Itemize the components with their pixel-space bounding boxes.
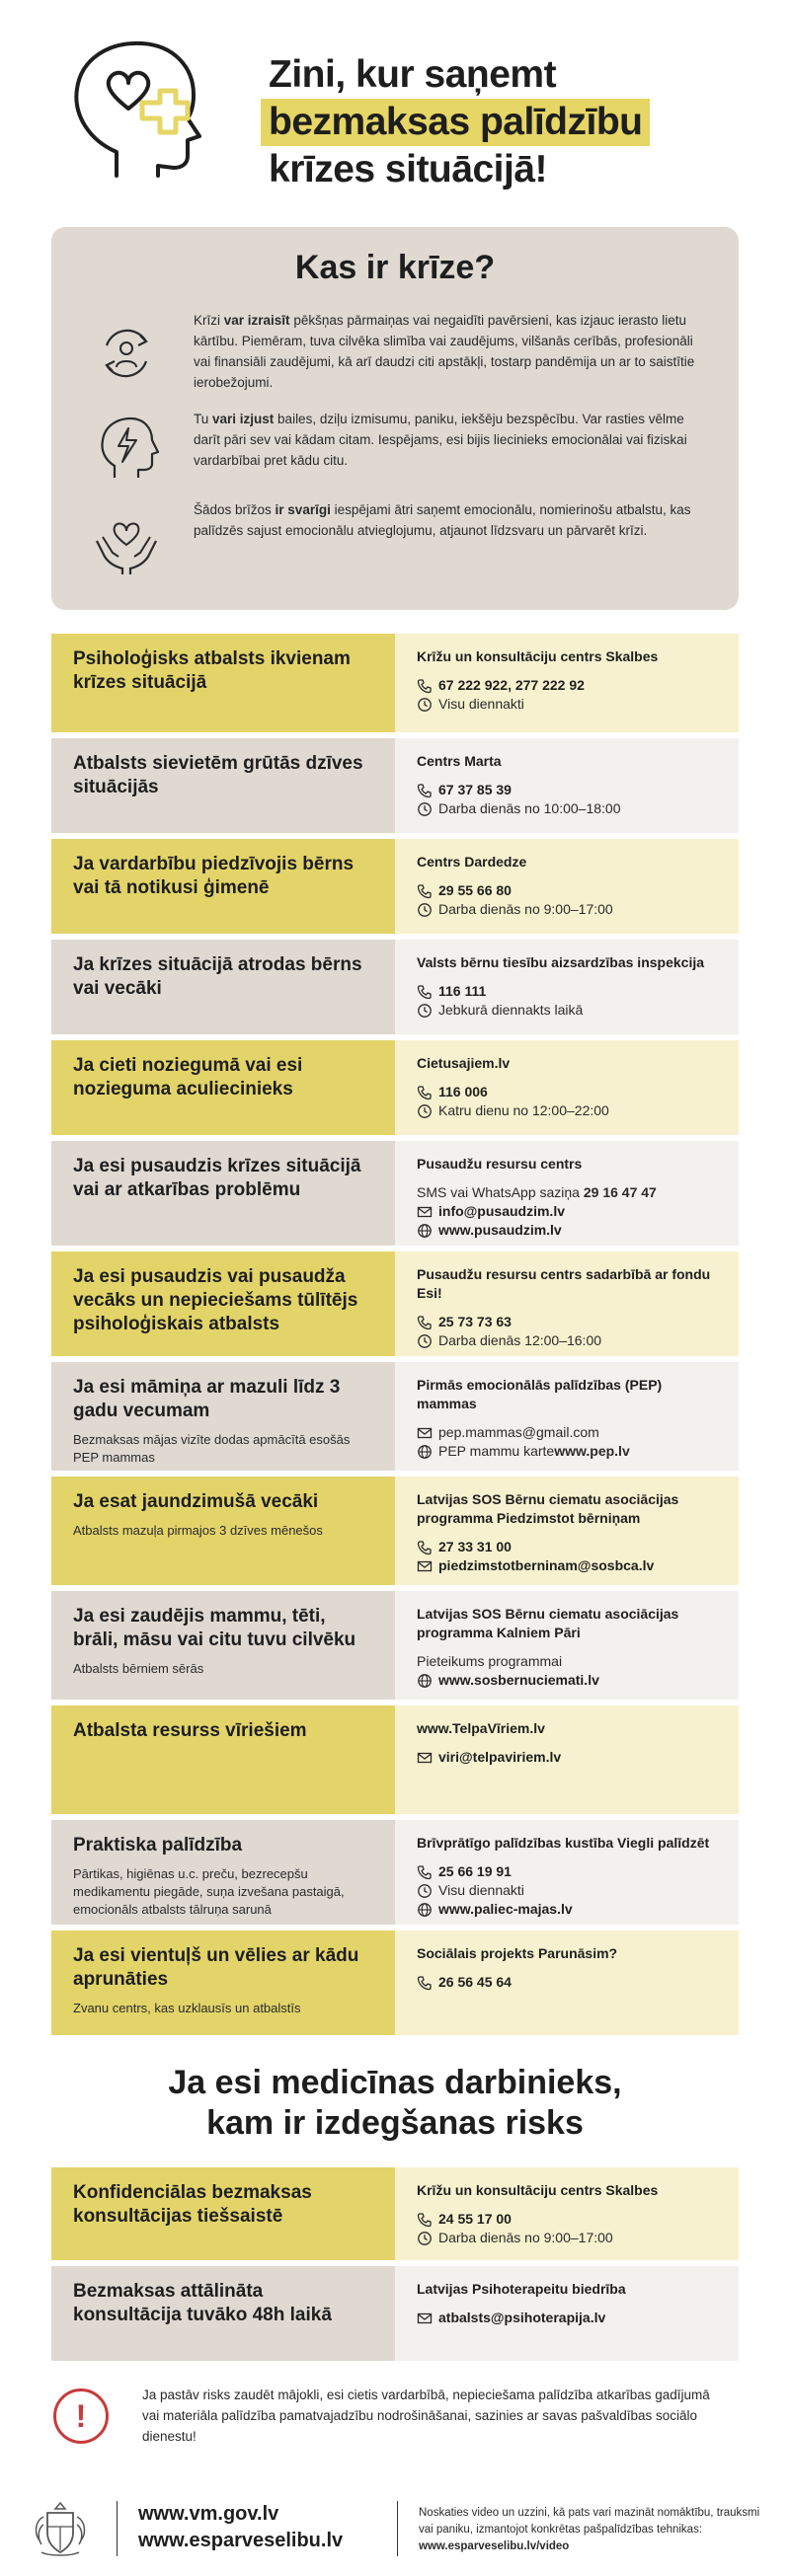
mail-icon xyxy=(417,2311,438,2326)
opening-hours: Darba dienās no 9:00–17:00 xyxy=(417,900,717,919)
opening-hours: Katru dienu no 12:00–22:00 xyxy=(417,1101,717,1120)
row-contact xyxy=(395,1477,739,1585)
medical-section-title xyxy=(0,2063,790,2144)
row-topic xyxy=(51,1362,395,1471)
organization-name: Latvijas Psihoterapeitu biedrība xyxy=(417,2281,626,2297)
crisis-item-feelings xyxy=(51,409,739,492)
globe-icon xyxy=(417,1223,438,1239)
notice-text: Ja pastāv risks zaudēt mājokli, esi cietis vardarbībā, nepieciešama palīdzība atkarības gadījumā vai materiāla palīdzība pamatvajadzību nodrošināšanai, sazinies ar savas pašvaldības sociālo dienestu! xyxy=(142,2387,710,2444)
clock-icon xyxy=(417,2231,438,2246)
organization-name: Centrs Dardedze xyxy=(417,854,527,870)
organization-name: Brīvprātīgo palīdzības kustība Viegli palīdzēt xyxy=(417,1835,710,1851)
row-title: Ja vardarbību piedzīvojis bērns vai tā notikusi ģimenē xyxy=(73,854,355,898)
email-link[interactable]: atbalsts@psihoterapija.lv xyxy=(417,2309,717,2327)
row-title: Konfidenciālas bezmaksas konsultācijas tiešsaistē xyxy=(73,2182,312,2227)
organization-name: Latvijas SOS Bērnu ciematu asociācijas programma Piedzimstot bērniņam xyxy=(417,1491,679,1526)
row-subtitle: Zvanu centrs, kas uzklausīs un atbalstīs xyxy=(73,2001,301,2015)
crisis-title: Kas ir krīze? xyxy=(294,249,496,286)
organization-name: Sociālais projekts Parunāsim? xyxy=(417,1945,618,1961)
coat-of-arms-icon xyxy=(30,2499,91,2560)
row-title: Atbalsta resurss vīriešiem xyxy=(73,1720,307,1741)
help-row xyxy=(51,1141,739,1246)
help-row xyxy=(51,2167,739,2260)
help-row xyxy=(51,940,739,1034)
phone-number[interactable]: 67 37 85 39 xyxy=(417,781,717,799)
globe-icon xyxy=(417,1673,438,1689)
clock-icon xyxy=(417,1883,438,1899)
row-contact xyxy=(395,940,739,1034)
help-row xyxy=(51,839,739,934)
row-title: Bezmaksas attālināta konsultācija tuvāko 48h laikā xyxy=(73,2281,332,2325)
opening-hours: Darba dienās no 9:00–17:00 xyxy=(417,2229,717,2247)
mail-icon xyxy=(417,1425,438,1441)
phone-number[interactable]: 116 111 xyxy=(417,982,717,1001)
phone-icon xyxy=(417,678,438,694)
row-title: Ja esi māmiņa ar mazuli līdz 3 gadu vecumam xyxy=(73,1377,341,1421)
row-contact xyxy=(395,738,739,833)
row-topic xyxy=(51,839,395,934)
help-row xyxy=(51,738,739,833)
row-topic xyxy=(51,1591,395,1700)
url-vm-gov[interactable]: www.vm.gov.lv xyxy=(138,2503,279,2525)
row-topic xyxy=(51,1931,395,2035)
phone-number[interactable]: 25 73 73 63 xyxy=(417,1313,717,1331)
row-topic xyxy=(51,2266,395,2361)
row-title: Ja esi pusaudzis krīzes situācijā vai ar atkarības problēmu xyxy=(73,1156,361,1200)
row-topic xyxy=(51,940,395,1034)
row-contact xyxy=(395,1820,739,1925)
mail-icon xyxy=(417,1204,438,1220)
title-line-2-highlight: bezmaksas palīdzību xyxy=(261,99,650,146)
row-contact xyxy=(395,2167,739,2260)
phone-icon xyxy=(417,883,438,899)
help-row xyxy=(51,634,739,732)
website-link[interactable]: www.pusaudzim.lv xyxy=(417,1221,717,1240)
globe-icon xyxy=(417,1444,438,1460)
title-line-3: krīzes situācijā! xyxy=(269,148,547,190)
row-title: Ja cieti noziegumā vai esi nozieguma aculiecinieks xyxy=(73,1055,303,1099)
row-subtitle: Atbalsts mazuļa pirmajos 3 dzīves mēnešos xyxy=(73,1523,323,1538)
row-topic xyxy=(51,1820,395,1925)
mail-icon xyxy=(417,1558,438,1574)
row-contact xyxy=(395,1362,739,1471)
row-contact xyxy=(395,1931,739,2035)
email-link[interactable]: viri@telpaviriem.lv xyxy=(417,1748,717,1767)
opening-hours: Visu diennakti xyxy=(417,1881,717,1900)
phone-number[interactable]: 67 222 922, 277 222 92 xyxy=(417,676,717,695)
phone-icon xyxy=(417,783,438,798)
organization-name: Pusaudžu resursu centrs sadarbībā ar fondu Esi! xyxy=(417,1266,711,1301)
row-contact xyxy=(395,634,739,732)
phone-number[interactable]: 26 56 45 64 xyxy=(417,1973,717,1992)
row-contact xyxy=(395,1040,739,1135)
row-title: Ja krīzes situācijā atrodas bērns vai vecāki xyxy=(73,954,362,999)
crisis-text-cause: Krīzi var izraisīt pēkšņas pārmaiņas vai negaidīti pavērsieni, kas izjauc ierasto lietu kārtību. Piemēram, tuva cilvēka slimība vai zaudējums, vilšanās cerībās, profesionāli vai finansiāli zaudējumi, kā arī daudzi citi apstākļi, tostarp pandēmija un ar to saistītie ierobežojumi. xyxy=(194,313,695,390)
row-contact xyxy=(395,1251,739,1356)
row-topic xyxy=(51,634,395,732)
organization-name: Valsts bērnu tiesību aizsardzības inspekcija xyxy=(417,954,705,970)
row-topic xyxy=(51,1040,395,1135)
organization-name: Krīžu un konsultāciju centrs Skalbes xyxy=(417,648,659,664)
organization-name: www.TelpaVīriem.lv xyxy=(417,1720,545,1736)
row-topic xyxy=(51,738,395,833)
globe-icon xyxy=(417,1902,438,1918)
row-title: Ja esi vientuļš un vēlies ar kādu aprunāties xyxy=(73,1945,359,1990)
page-title xyxy=(269,51,650,193)
row-subtitle: Atbalsts bērniem sērās xyxy=(73,1661,204,1676)
crisis-item-cause xyxy=(51,310,739,401)
row-contact xyxy=(395,1141,739,1246)
email-link[interactable]: info@pusaudzim.lv xyxy=(417,1202,717,1221)
help-row xyxy=(51,1705,739,1814)
clock-icon xyxy=(417,801,438,817)
email-link[interactable]: pep.mammas@gmail.com xyxy=(417,1423,717,1442)
row-subtitle: Pārtikas, higiēnas u.c. preču, bezrecepšu medikamentu piegāde, suņa izvešana pastaigā, emocionāls atbalsts tālruņa sarunā xyxy=(73,1866,345,1917)
row-title: Ja esi zaudējis mammu, tēti, brāli, māsu vai citu tuvu cilvēku xyxy=(73,1606,356,1650)
organization-name: Cietusajiem.lv xyxy=(417,1055,511,1071)
website-link[interactable]: PEP mammu karte www.pep.lv xyxy=(417,1442,717,1461)
cycle-arrows-icon xyxy=(89,316,164,391)
crisis-item-important xyxy=(51,499,739,588)
phone-number[interactable]: 25 66 19 91 xyxy=(417,1862,717,1881)
organization-name: Pusaudžu resursu centrs xyxy=(417,1156,583,1172)
help-row xyxy=(51,1251,739,1356)
help-row xyxy=(51,1040,739,1135)
mail-icon xyxy=(417,1750,438,1766)
row-title: Ja esi pusaudzis vai pusaudža vecāks un nepieciešams tūlītējs psiholoģiskais atbalsts xyxy=(73,1266,358,1334)
row-contact xyxy=(395,1705,739,1814)
social-service-notice xyxy=(51,2379,739,2458)
phone-number[interactable]: 116 006 xyxy=(417,1083,717,1101)
website-link[interactable]: www.sosbernuciemati.lv xyxy=(417,1671,717,1690)
medical-title-line-1: Ja esi medicīnas darbinieks, xyxy=(168,2064,622,2101)
contact-note: SMS vai WhatsApp saziņa 29 16 47 47 xyxy=(417,1184,657,1200)
website-link[interactable]: www.paliec-majas.lv xyxy=(417,1900,717,1919)
row-topic xyxy=(51,1141,395,1246)
hands-heart-icon xyxy=(89,501,164,576)
help-row xyxy=(51,1362,739,1471)
phone-icon xyxy=(417,1975,438,1991)
row-title: Atbalsts sievietēm grūtās dzīves situācijās xyxy=(73,753,363,797)
help-row xyxy=(51,1931,739,2035)
help-row xyxy=(51,1820,739,1925)
phone-icon xyxy=(417,1085,438,1100)
row-subtitle: Bezmaksas mājas vizīte dodas apmācītā esošās PEP mammas xyxy=(73,1432,351,1465)
phone-number[interactable]: 24 55 17 00 xyxy=(417,2210,717,2229)
clock-icon xyxy=(417,902,438,918)
title-line-1: Zini, kur saņemt xyxy=(269,53,557,96)
phone-icon xyxy=(417,1864,438,1880)
email-link[interactable]: piedzimstotberninam@sosbca.lv xyxy=(417,1556,717,1575)
organization-name: Krīžu un konsultāciju centrs Skalbes xyxy=(417,2182,659,2198)
opening-hours: Darba dienās 12:00–16:00 xyxy=(417,1331,717,1350)
phone-icon xyxy=(417,1315,438,1330)
footer-urls xyxy=(138,2501,343,2554)
phone-icon xyxy=(417,2212,438,2228)
head-plus-icon xyxy=(59,38,207,186)
contact-note: Pieteikums programmai xyxy=(417,1653,563,1669)
row-topic xyxy=(51,1705,395,1814)
phone-number[interactable]: 27 33 31 00 xyxy=(417,1538,717,1556)
row-title: Praktiska palīdzība xyxy=(73,1835,243,1856)
phone-number[interactable]: 29 55 66 80 xyxy=(417,881,717,900)
clock-icon xyxy=(417,1003,438,1019)
help-row xyxy=(51,1477,739,1585)
footer-divider xyxy=(117,2501,118,2556)
crisis-info-box xyxy=(51,227,739,610)
clock-icon xyxy=(417,697,438,713)
header xyxy=(0,0,790,212)
organization-name: Centrs Marta xyxy=(417,753,502,769)
help-row xyxy=(51,2266,739,2361)
medical-title-line-2: kam ir izdegšanas risks xyxy=(206,2104,584,2142)
phone-icon xyxy=(417,984,438,1000)
organization-name: Pirmās emocionālās palīdzības (PEP) mammas xyxy=(417,1377,663,1411)
footer xyxy=(0,2477,790,2576)
row-contact xyxy=(395,2266,739,2361)
organization-name: Latvijas SOS Bērnu ciematu asociācijas programma Kalniem Pāri xyxy=(417,1606,679,1640)
row-topic xyxy=(51,1477,395,1585)
crisis-text-feelings: Tu vari izjust bailes, dziļu izmisumu, paniku, iekšēju bezspēcību. Var rasties vēlme darīt pāri sev vai kādam citam. Iespējams, esi bijis liecinieks emocionālai vai fiziskai vardarbībai pret kādu citu. xyxy=(194,412,687,468)
row-contact xyxy=(395,1591,739,1700)
row-contact xyxy=(395,839,739,934)
phone-icon xyxy=(417,1540,438,1555)
row-title: Psiholoģisks atbalsts ikvienam krīzes situācijā xyxy=(73,648,351,693)
row-topic xyxy=(51,1251,395,1356)
exclamation-icon: ! xyxy=(53,2388,109,2444)
opening-hours: Jebkurā diennakts laikā xyxy=(417,1001,717,1020)
row-topic xyxy=(51,2167,395,2260)
clock-icon xyxy=(417,1333,438,1349)
crisis-text-important: Šādos brīžos ir svarīgi iespējami ātri saņemt emocionālu, nomierinošu atbalstu, kas palīdzēs sajust emocionālu atvieglojumu, atjaunot līdzsvaru un pārvarēt krīzi. xyxy=(194,502,691,538)
video-link[interactable]: www.esparveselibu.lv/video xyxy=(419,2540,570,2552)
row-title: Ja esat jaundzimušā vecāki xyxy=(73,1491,319,1512)
opening-hours: Darba dienās no 10:00–18:00 xyxy=(417,799,717,818)
url-esparveselibu[interactable]: www.esparveselibu.lv xyxy=(138,2530,344,2551)
footer-divider xyxy=(397,2501,398,2556)
head-lightning-icon xyxy=(89,411,164,486)
opening-hours: Visu diennakti xyxy=(417,695,717,714)
clock-icon xyxy=(417,1103,438,1119)
help-row xyxy=(51,1591,739,1700)
footer-video-text: Noskaties video un uzzini, kā pats vari mazināt nomāktību, trauksmi vai paniku, izmantojot konkrētas pašpalīdzības tehnikas: www.esparveselibu.lv/video xyxy=(419,2507,760,2552)
